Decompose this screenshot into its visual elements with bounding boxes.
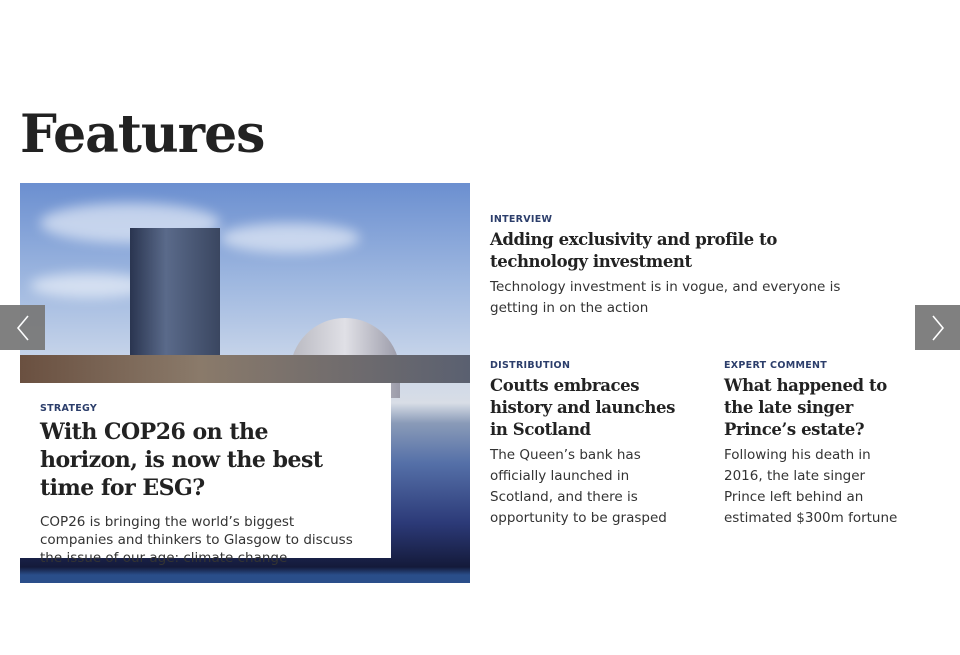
hero-kicker[interactable]: STRATEGY (40, 403, 98, 414)
article-headline[interactable]: Coutts embraces history and launches in Scotland (490, 376, 675, 439)
chevron-left-icon (15, 314, 31, 342)
article-interview[interactable] (490, 214, 870, 319)
article-kicker[interactable]: INTERVIEW (490, 214, 553, 225)
article-expert-comment[interactable] (724, 360, 899, 529)
article-summary: Following his death in 2016, the late singer Prince left behind an estimated $300m fortune (724, 447, 898, 526)
article-headline[interactable]: Adding exclusivity and profile to technology investment (490, 230, 777, 271)
shoreline (20, 355, 470, 383)
chevron-right-icon (930, 314, 946, 342)
carousel-prev-button[interactable] (0, 305, 45, 350)
article-kicker[interactable]: EXPERT COMMENT (724, 360, 828, 371)
tower-building (130, 228, 220, 368)
hero-headline[interactable]: With COP26 on the horizon, is now the best time for ESG? (40, 419, 323, 501)
article-kicker[interactable]: DISTRIBUTION (490, 360, 571, 371)
hero-article-card[interactable] (20, 383, 391, 566)
article-headline[interactable]: What happened to the late singer Prince’s estate? (724, 376, 887, 439)
article-summary: Technology investment is in vogue, and everyone is getting in on the action (490, 279, 841, 316)
article-summary: The Queen’s bank has officially launched in Scotland, and there is opportunity to be grasped (490, 447, 667, 526)
hero-summary: COP26 is bringing the world’s biggest companies and thinkers to Glasgow to discuss the issue of our age: climate change (40, 514, 353, 566)
carousel-next-button[interactable] (915, 305, 960, 350)
article-distribution[interactable] (490, 360, 680, 529)
section-title: Features (20, 104, 265, 165)
